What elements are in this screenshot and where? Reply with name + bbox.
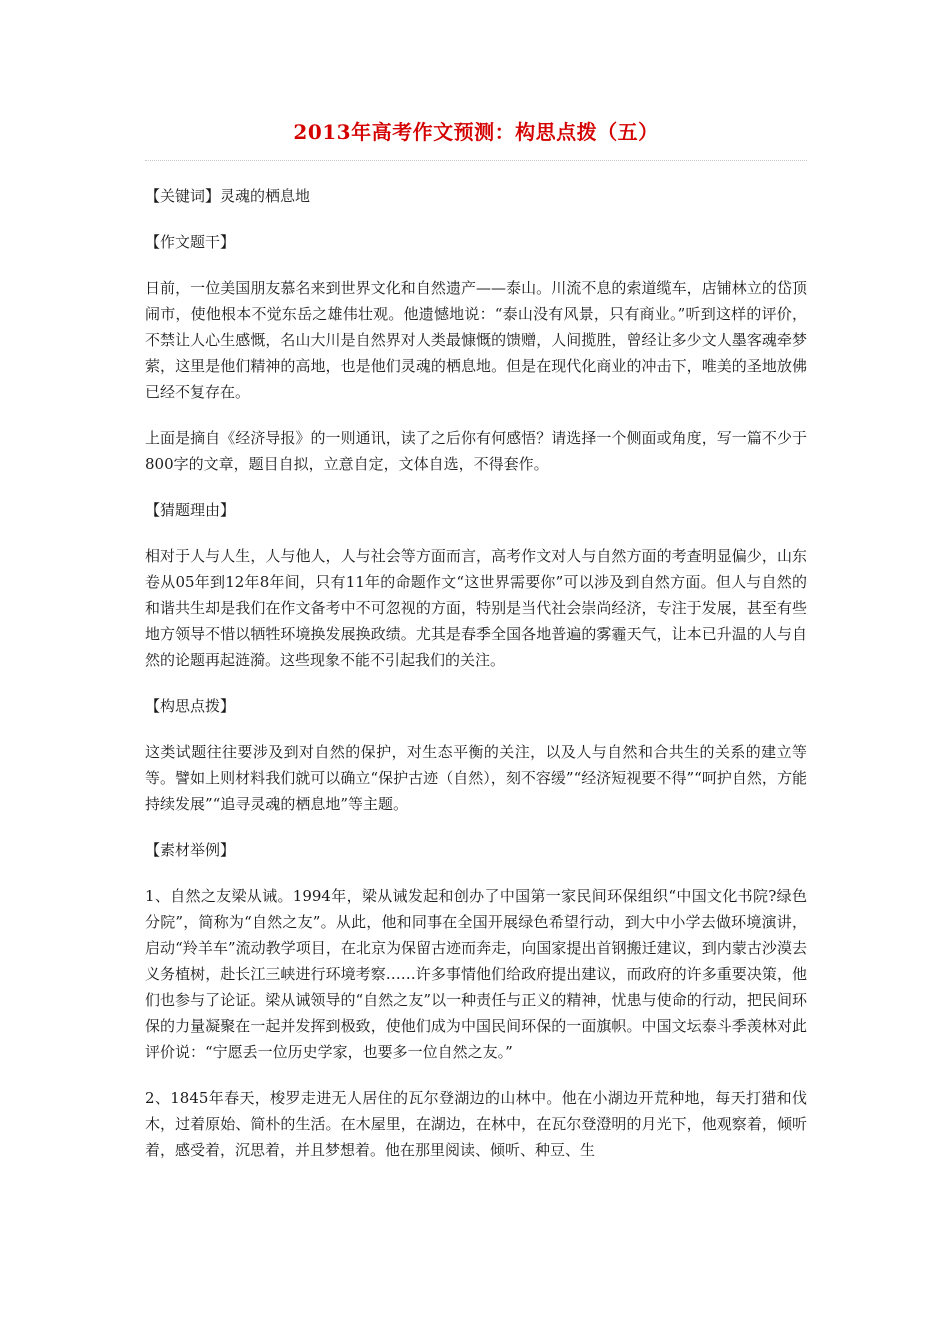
document-title: 2013年高考作文预测：构思点拨（五）	[293, 120, 659, 144]
material-paragraph-2: 2、1845年春天，梭罗走进无人居住的瓦尔登湖边的山林中。他在小湖边开荒种地，每天打猎和伐木，过着原始、简朴的生活。在木屋里，在湖边，在林中，在瓦尔登澄明的月光下，他观察着，倾听着，感受着，沉思着，并且梦想着。他在那里阅读、倾听、种豆、生	[145, 1089, 807, 1159]
title-divider	[145, 160, 807, 161]
section-heading-material: 【素材举例】	[145, 841, 236, 859]
prompt-paragraph-1: 日前，一位美国朋友慕名来到世界文化和自然遗产——泰山。川流不息的索道缆车，店铺林立的岱顶闹市，使他根本不觉东岳之雄伟壮观。他遗憾地说：“泰山没有风景，只有商业。”听到这样的评价，不禁让人心生感慨，名山大川是自然界对人类最慷慨的馈赠，人间揽胜，曾经让多少文人墨客魂牵梦萦，这里是他们精神的高地，也是他们灵魂的栖息地。但是在现代化商业的冲击下，唯美的圣地放佛已经不复存在。	[145, 279, 807, 401]
material-paragraph-1: 1、自然之友梁从诫。1994年，梁从诫发起和创办了中国第一家民间环保组织“中国文化书院?绿色分院”，简称为“自然之友”。从此，他和同事在全国开展绿色希望行动，到大中小学去做环境演讲，启动“羚羊车”流动教学项目，在北京为保留古迹而奔走，向国家提出首钢搬迁建议，到内蒙古沙漠去义务植树，赴长江三峡进行环境考察……许多事情他们给政府提出建议，而政府的许多重要决策，他们也参与了论证。梁从诫领导的“自然之友”以一种责任与正义的精神，忧患与使命的行动，把民间环保的力量凝聚在一起并发挥到极致，使他们成为中国民间环保的一面旗帜。中国文坛泰斗季羡林对此评价说：“宁愿丢一位历史学家，也要多一位自然之友。”	[145, 887, 807, 1061]
prompt-paragraph-2: 上面是摘自《经济导报》的一则通讯，读了之后你有何感悟？请选择一个侧面或角度，写一篇不少于800字的文章，题目自拟，立意自定，文体自选，不得套作。	[145, 429, 807, 473]
section-heading-prompt: 【作文题干】	[145, 233, 236, 251]
keyword-line: 【关键词】灵魂的栖息地	[145, 187, 311, 205]
section-heading-idea: 【构思点拨】	[145, 697, 236, 715]
section-heading-reason: 【猜题理由】	[145, 501, 236, 519]
idea-paragraph: 这类试题往往要涉及到对自然的保护，对生态平衡的关注，以及人与自然和合共生的关系的建立等等。譬如上则材料我们就可以确立“保护古迹（自然），刻不容缓”“经济短视要不得”“呵护自然，方能持续发展”“追寻灵魂的栖息地”等主题。	[145, 743, 807, 813]
reason-paragraph: 相对于人与人生，人与他人，人与社会等方面而言，高考作文对人与自然方面的考查明显偏少，山东卷从05年到12年8年间，只有11年的命题作文“这世界需要你”可以涉及到自然方面。但人与自然的和谐共生却是我们在作文备考中不可忽视的方面，特别是当代社会崇尚经济，专注于发展，甚至有些地方领导不惜以牺牲环境换发展换政绩。尤其是春季全国各地普遍的雾霾天气，让本已升温的人与自然的论题再起涟漪。这些现象不能不引起我们的关注。	[145, 547, 807, 669]
document-page	[145, 118, 807, 1183]
